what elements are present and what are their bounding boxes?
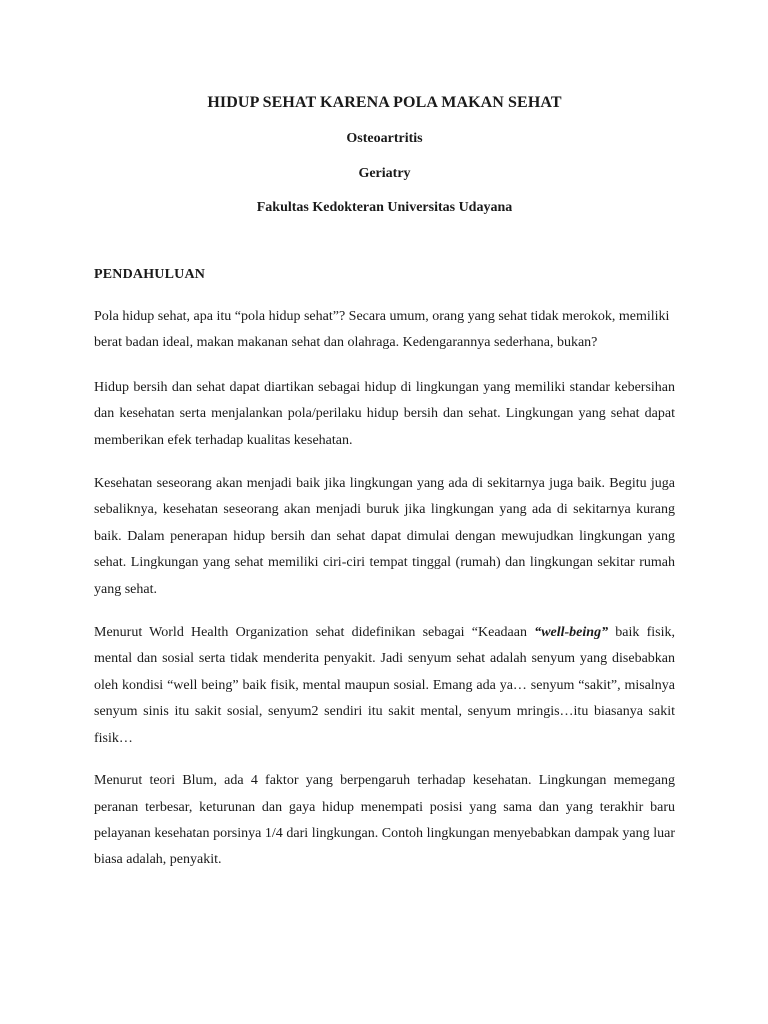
- paragraph-4-text-end: baik fisik, mental dan sosial serta tidak menderita penyakit. Jadi senyum sehat adalah senyum yang disebabkan oleh kondisi “well being” baik fisik, mental maupun sosial. Emang ada ya… senyum “sakit”, misalnya senyum sinis itu sakit sosial, senyum2 sendiri itu sakit mental, senyum mringis…itu biasanya sakit fisik…: [94, 625, 676, 746]
- document-title: HIDUP SEHAT KARENA POLA MAKAN SEHAT: [207, 94, 562, 111]
- paragraph-2: Hidup bersih dan sehat dapat diartikan sebagai hidup di lingkungan yang memiliki standar kebersihan dan kesehatan serta menjalankan pola/perilaku hidup bersih dan sehat. Lingkungan yang sehat dapat memberikan efek terhadap kualitas kesehatan.: [94, 379, 675, 448]
- subtitle-department: Geriatry: [358, 166, 411, 181]
- paragraph-3: Kesehatan seseorang akan menjadi baik jika lingkungan yang ada di sekitarnya juga baik. Begitu juga sebaliknya, kesehatan seseorang akan menjadi buruk jika lingkungan yang ada di sekitarnya kurang baik. Dalam penerapan hidup bersih dan sehat dapat dimulai dengan mewujudkan lingkungan yang sehat. Lingkungan yang sehat memiliki ciri-ciri tempat tinggal (rumah) dan lingkungan sekitar rumah yang sehat.: [94, 476, 675, 597]
- paragraph-1: Pola hidup sehat, apa itu “pola hidup sehat”? Secara umum, orang yang sehat tidak merokok, memiliki berat badan ideal, makan makanan sehat dan olahraga. Kedengarannya sederhana, bukan?: [94, 309, 670, 351]
- paragraph-4-emphasis: “well-being”: [534, 625, 609, 641]
- subtitle-topic: Osteoartritis: [346, 131, 423, 146]
- paragraph-4-text-start: Menurut World Health Organization sehat didefinikan sebagai “Keadaan: [94, 625, 535, 641]
- subtitle-faculty: Fakultas Kedokteran Universitas Udayana: [256, 200, 513, 215]
- paragraph-5: Menurut teori Blum, ada 4 faktor yang berpengaruh terhadap kesehatan. Lingkungan memegang peranan terbesar, keturunan dan gaya hidup menempati posisi yang sama dan yang terakhir baru pelayanan kesehatan porsinya 1/4 dari lingkungan. Contoh lingkungan menyebabkan dampak yang luar biasa adalah, penyakit.: [94, 773, 675, 868]
- paragraph-4: [94, 620, 675, 752]
- section-heading: PENDAHULUAN: [94, 267, 206, 282]
- document-page: [94, 80, 675, 874]
